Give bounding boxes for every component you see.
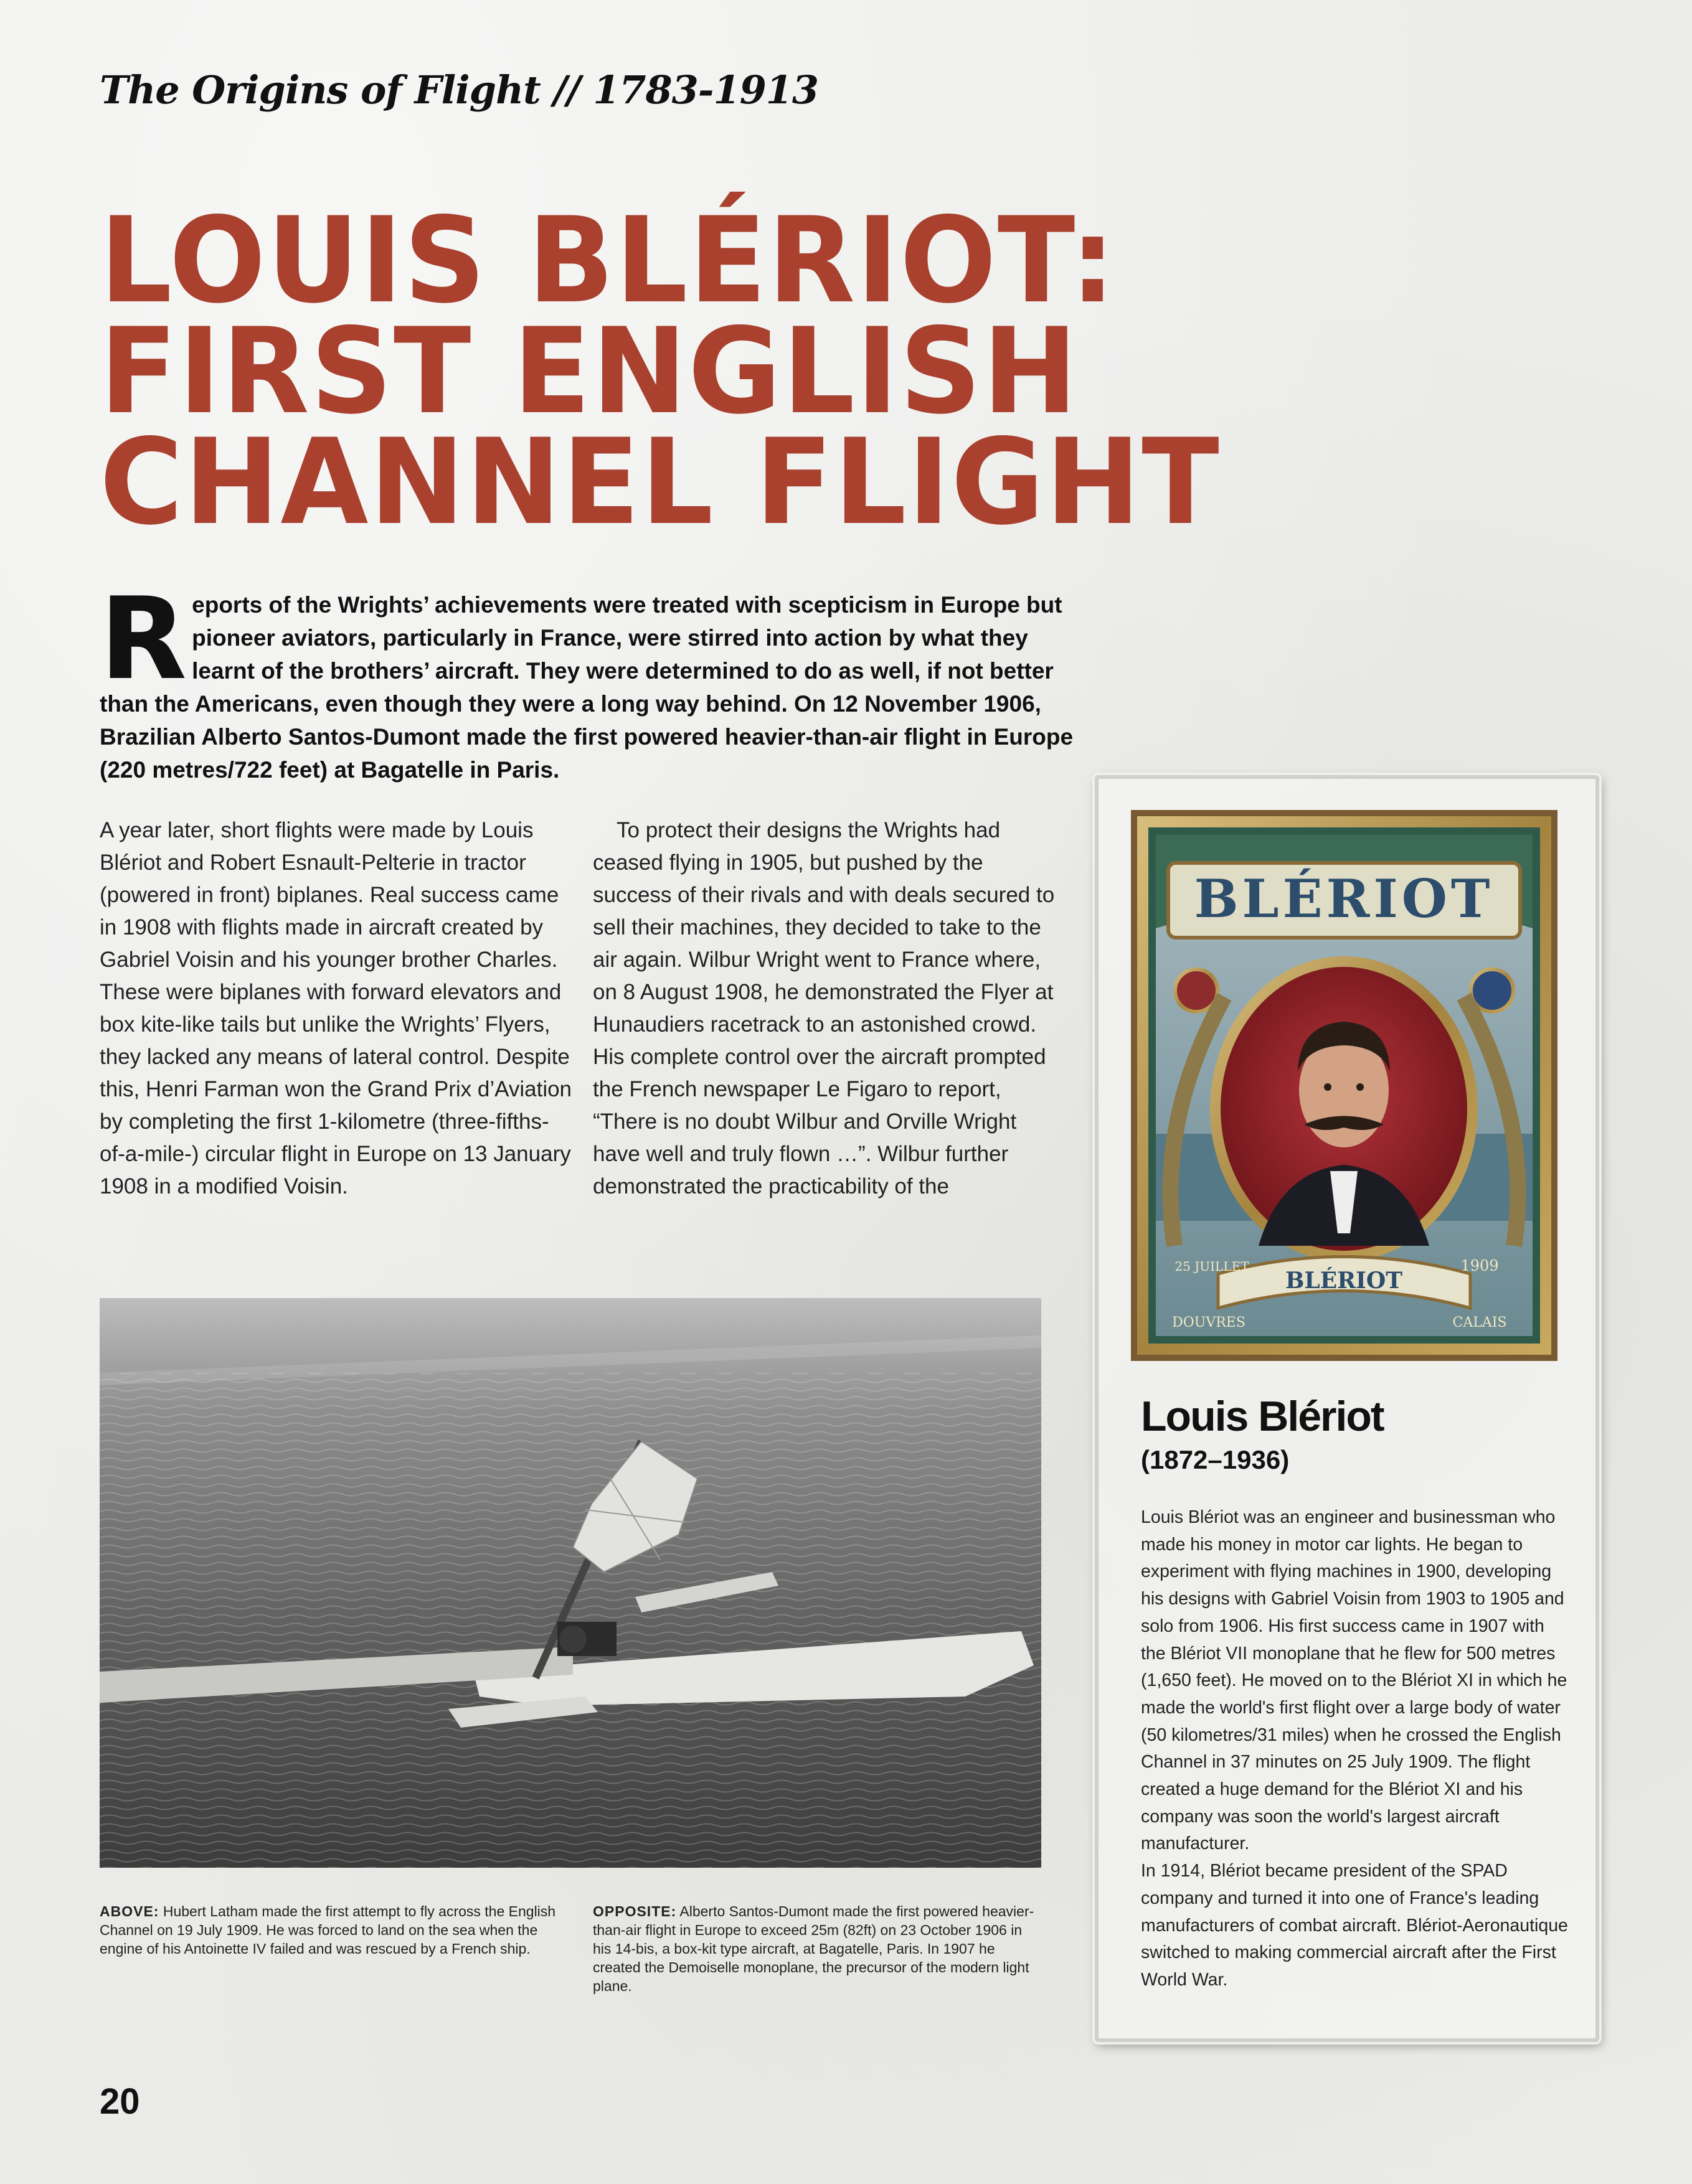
sidebar-paragraph-2: In 1914, Blériot became president of the SPAD company and turned it into one of France's leading manufacturers of combat aircraft. Blériot-Aeronautique switched to making commercial aircraft after the First World War.: [1141, 1861, 1568, 1990]
headline-line-1: LOUIS BLÉRIOT:: [100, 192, 1117, 329]
card-title: BLÉRIOT: [1194, 868, 1494, 930]
body-column-1: A year later, short flights were made by Louis Blériot and Robert Esnault-Pelterie in tractor (powered in front) biplanes. Real success came in 1908 with flights made in aircraft created by Gabriel Voisin and his younger brother Charles. These were biplanes with forward elevators and box kite-like tails but unlike the Wrights’ Flyers, they lacked any means of lateral control. Despite this, Henri Farman won the Grand Prix d’Aviation by completing the first 1-kilometre (three-fifths-of-a-mile-) circular flight in Europe on 13 January 1908 in a modified Voisin.: [100, 818, 572, 1198]
sidebar-title: Louis Blériot: [1141, 1393, 1384, 1440]
body-column-2: To protect their designs the Wrights had ceased flying in 1905, but pushed by the success of their rivals and with deals secured to sell their machines, they decided to take to the air again. Wilbur Wright went to France where, on 8 August 1908, he demonstrated the Flyer at Hunaudiers racetrack to an astonished crowd. His complete control over the aircraft prompted the French newspaper Le Figaro to report, “There is no doubt Wilbur and Orville Wright have well and truly flown …”. Wilbur further demonstrated the practicability of the: [593, 818, 1055, 1198]
intro-paragraph: [100, 573, 1084, 786]
card-right-date: 1909: [1460, 1257, 1499, 1274]
card-left-date: 25 JUILLET: [1174, 1259, 1249, 1274]
page-headline: [100, 192, 1325, 551]
caption-opposite-label: OPPOSITE:: [593, 1903, 677, 1919]
seaplane-wreck-illustration: [100, 1298, 1041, 1868]
caption-above: [100, 1902, 570, 1958]
card-left-place: DOUVRES: [1172, 1315, 1245, 1330]
card-ribbon: BLÉRIOT: [1285, 1268, 1403, 1294]
headline-line-3: CHANNEL FLIGHT: [100, 413, 1221, 551]
page-number: 20: [100, 2081, 140, 2122]
caption-opposite: [593, 1902, 1041, 1995]
latham-sea-photo: [100, 1298, 1041, 1868]
bio-sidebar: [1095, 775, 1599, 2042]
bleriot-cigar-label: [1131, 810, 1557, 1361]
caption-opposite-text: Alberto Santos-Dumont made the first powered heavier-than-air flight in Europe to exceed 25m (82ft) on 23 October 1906 in his 14-bis, a box-kit type aircraft, at Bagatelle, Paris. In 1907 he created the Demoiselle monoplane, the precursor of the modern light plane.: [593, 1903, 1034, 1994]
caption-above-label: ABOVE:: [100, 1903, 159, 1919]
sidebar-paragraph-1: Louis Blériot was an engineer and businessman who made his money in motor car lights. He began to experiment with flying machines in 1900, developing his designs with Gabriel Voisin from 1903 to 1905 and solo from 1906. His first success came in 1907 with the Blériot VII monoplane that he flew for 500 metres (1,650 feet). He moved on to the Blériot XI in which he made the world's first flight over a large body of water (50 kilometres/31 miles) when he crossed the English Channel in 37 minutes on 25 July 1909. The flight created a huge demand for the Blériot XI and his company was soon the world's largest aircraft manufacturer.: [1141, 1507, 1567, 1854]
drop-cap: R: [100, 573, 187, 705]
sidebar-dates: (1872–1936): [1141, 1445, 1290, 1474]
intro-text: eports of the Wrights’ achievements were treated with scepticism in Europe but pioneer aviators, particularly in France, were stirred into action by what they learnt of the brothers’ aircraft. They were determined to do as well, if not better than the Americans, even though they were a long way behind. On 12 November 1906, Brazilian Alberto Santos-Dumont made the first powered heavier-than-air flight in Europe (220 metres/722 feet) at Bagatelle in Paris.: [100, 592, 1074, 783]
sidebar-body: [1141, 1504, 1571, 1994]
card-right-place: CALAIS: [1452, 1315, 1507, 1330]
section-kicker: The Origins of Flight // 1783-1913: [100, 67, 819, 113]
headline-line-2: FIRST ENGLISH: [100, 303, 1079, 440]
caption-above-text: Hubert Latham made the first attempt to fly across the English Channel on 19 July 1909. He was forced to land on the sea when the engine of his Antoinette IV failed and was rescued by a French ship.: [100, 1903, 556, 1957]
